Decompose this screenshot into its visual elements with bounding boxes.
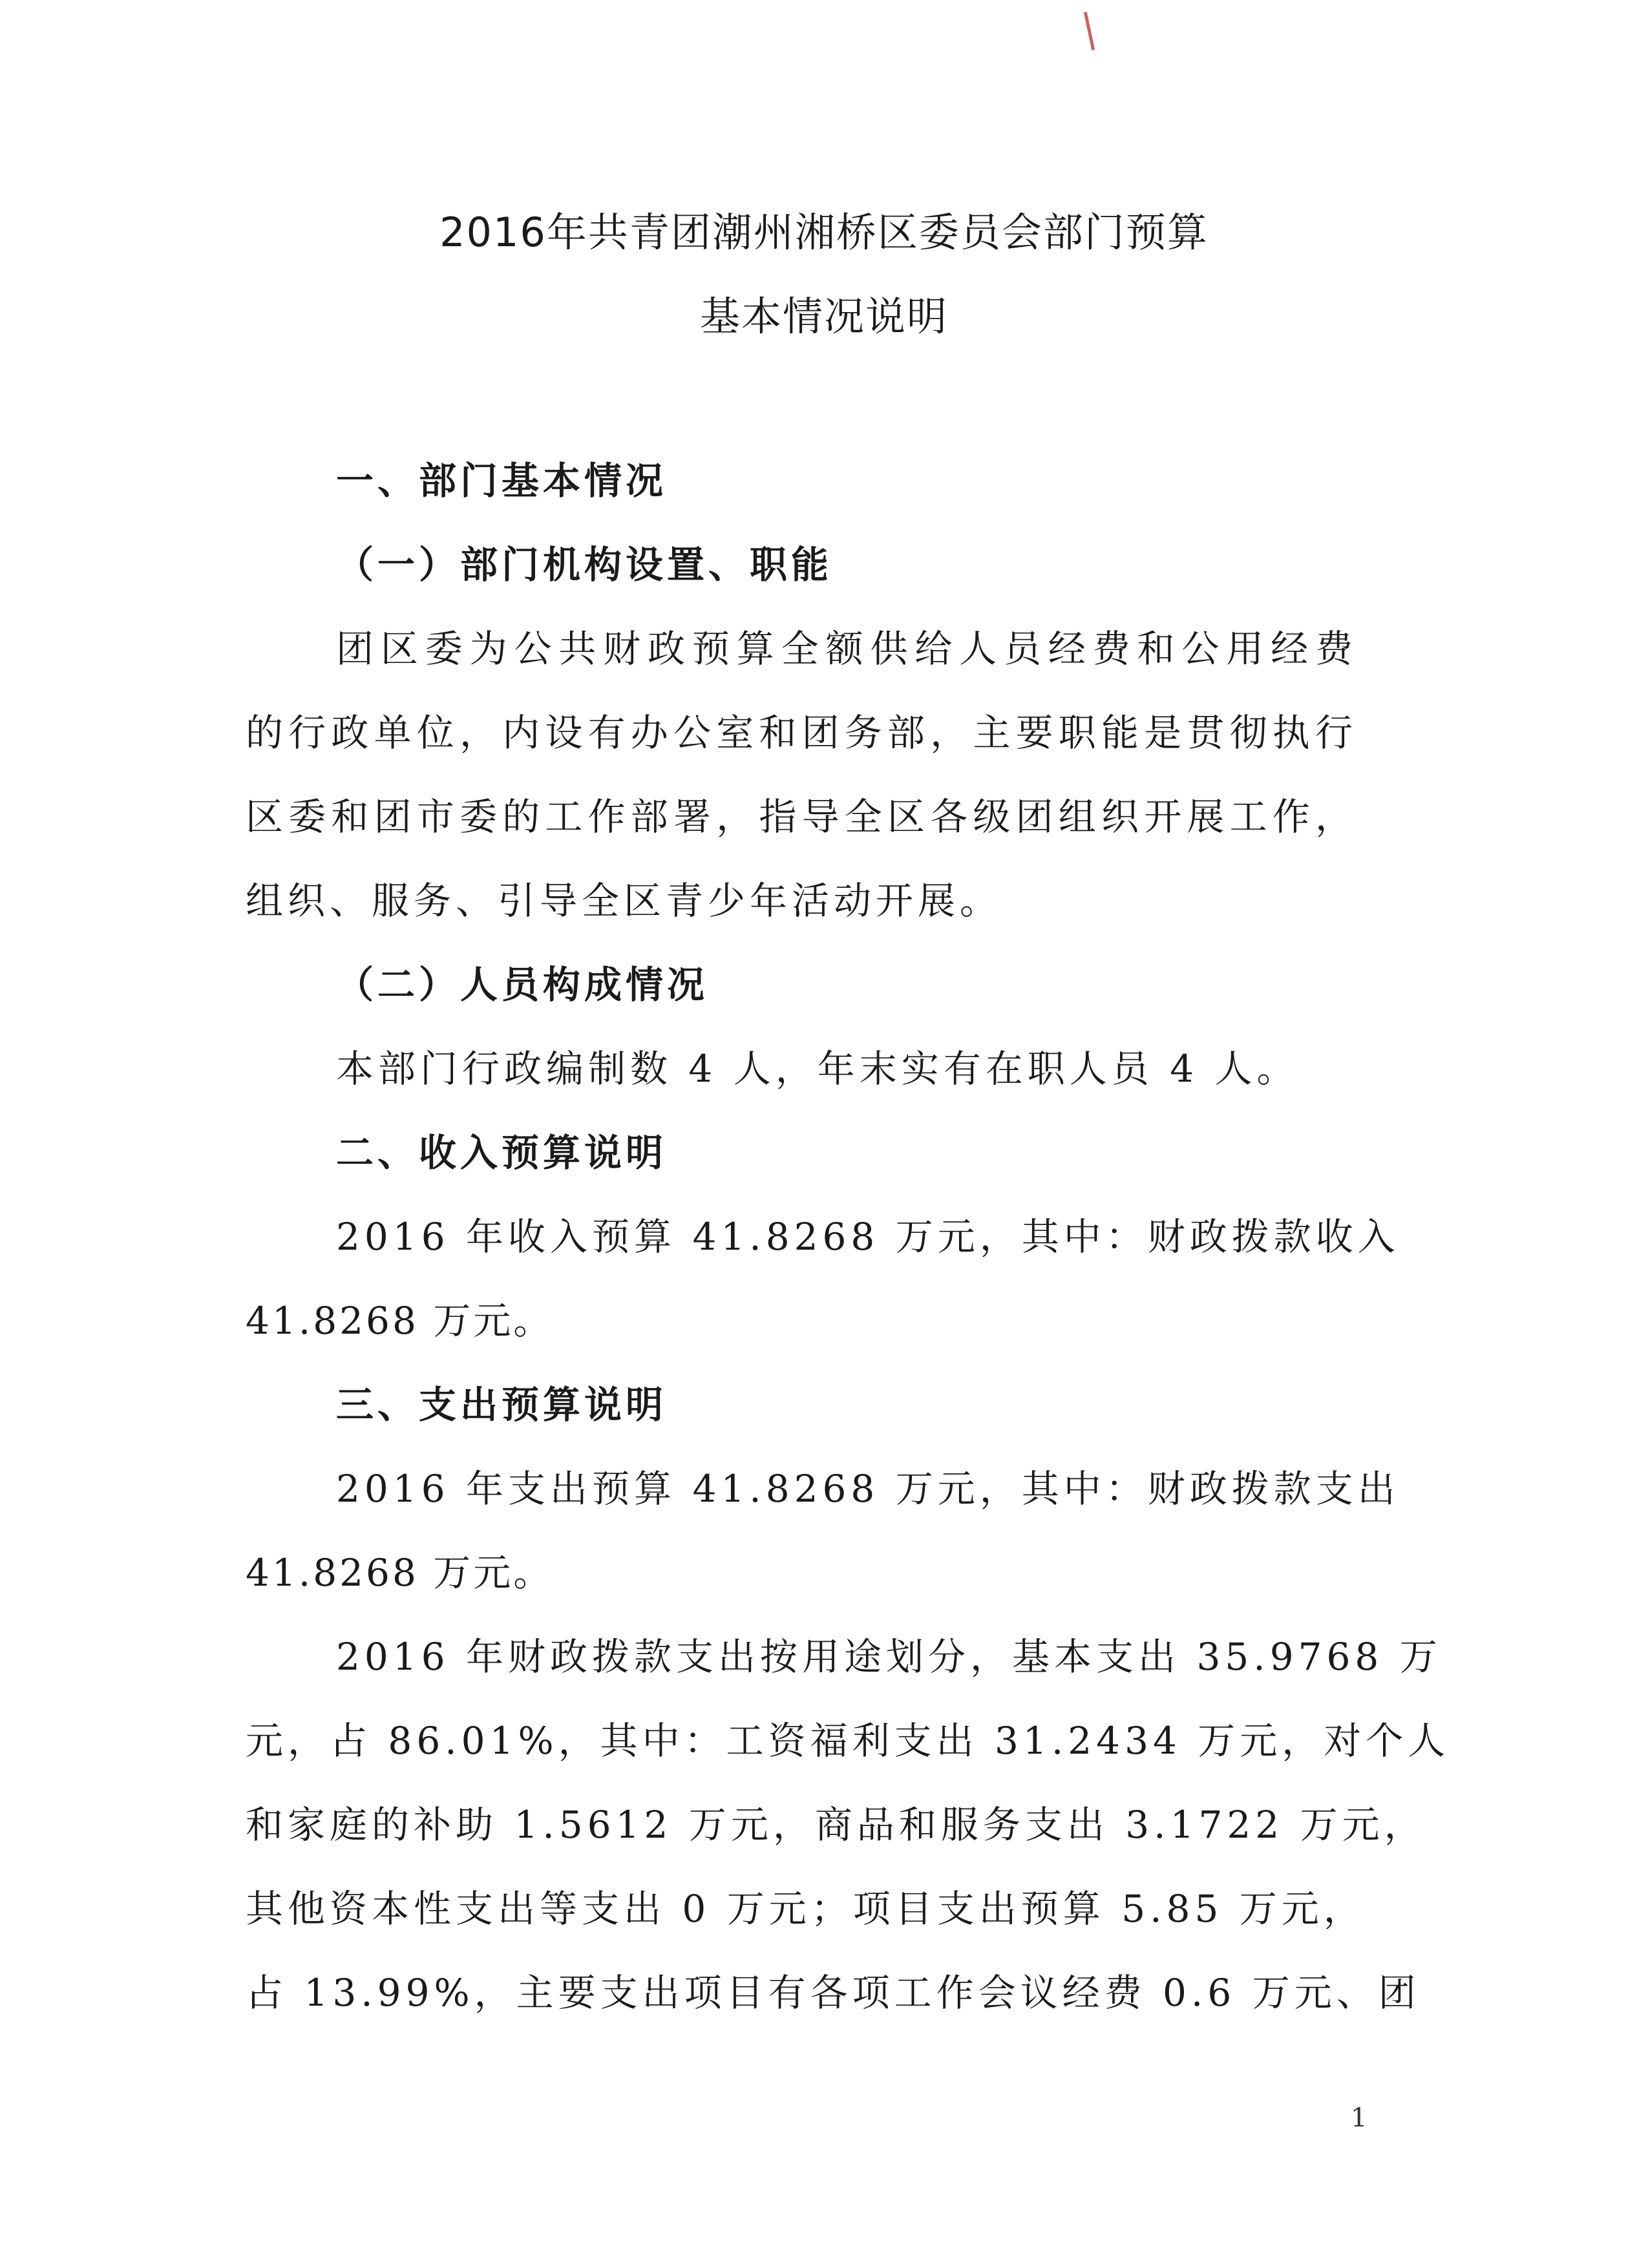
paragraph-line: 2016 年收入预算 41.8268 万元，其中：财政拨款收入 [336, 1215, 1400, 1259]
red-pen-mark [1084, 12, 1095, 50]
paragraph-line: 其他资本性支出等支出 0 万元；项目支出预算 5.85 万元， [246, 1887, 1366, 1931]
paragraph-line: 占 13.99%，主要支出项目有各项工作会议经费 0.6 万元、团 [246, 1971, 1421, 2015]
section-heading-1: 一、部门基本情况 [336, 459, 668, 503]
paragraph-line: 组织、服务、引导全区青少年活动开展。 [246, 879, 1002, 923]
section-heading-3: 三、支出预算说明 [336, 1383, 668, 1427]
subsection-heading-1-1: （一）部门机构设置、职能 [336, 543, 833, 587]
paragraph-line: 区委和团市委的工作部署，指导全区各级团组织开展工作， [246, 795, 1357, 839]
paragraph-line: 41.8268 万元。 [246, 1299, 554, 1343]
paragraph-line: 41.8268 万元。 [246, 1551, 554, 1595]
paragraph-line: 团区委为公共财政预算全额供给人员经费和公用经费 [336, 627, 1357, 671]
section-heading-2: 二、收入预算说明 [336, 1131, 668, 1175]
document-title-line2: 基本情况说明 [699, 293, 948, 340]
paragraph-line: 2016 年支出预算 41.8268 万元，其中：财政拨款支出 [336, 1467, 1400, 1511]
paragraph-line: 和家庭的补助 1.5612 万元，商品和服务支出 3.1722 万元， [246, 1803, 1426, 1847]
paragraph-line: 本部门行政编制数 4 人，年末实有在职人员 4 人。 [336, 1047, 1299, 1091]
paragraph-line: 的行政单位，内设有办公室和团务部，主要职能是贯彻执行 [246, 711, 1357, 755]
subsection-heading-1-2: （二）人员构成情况 [336, 963, 709, 1007]
document-title-line1: 2016年共青团潮州湘桥区委员会部门预算 [439, 209, 1209, 256]
paragraph-line: 元，占 86.01%，其中：工资福利支出 31.2434 万元，对个人 [246, 1719, 1450, 1763]
page-number: 1 [1351, 2103, 1368, 2133]
paragraph-line: 2016 年财政拨款支出按用途划分，基本支出 35.9768 万 [336, 1635, 1442, 1679]
